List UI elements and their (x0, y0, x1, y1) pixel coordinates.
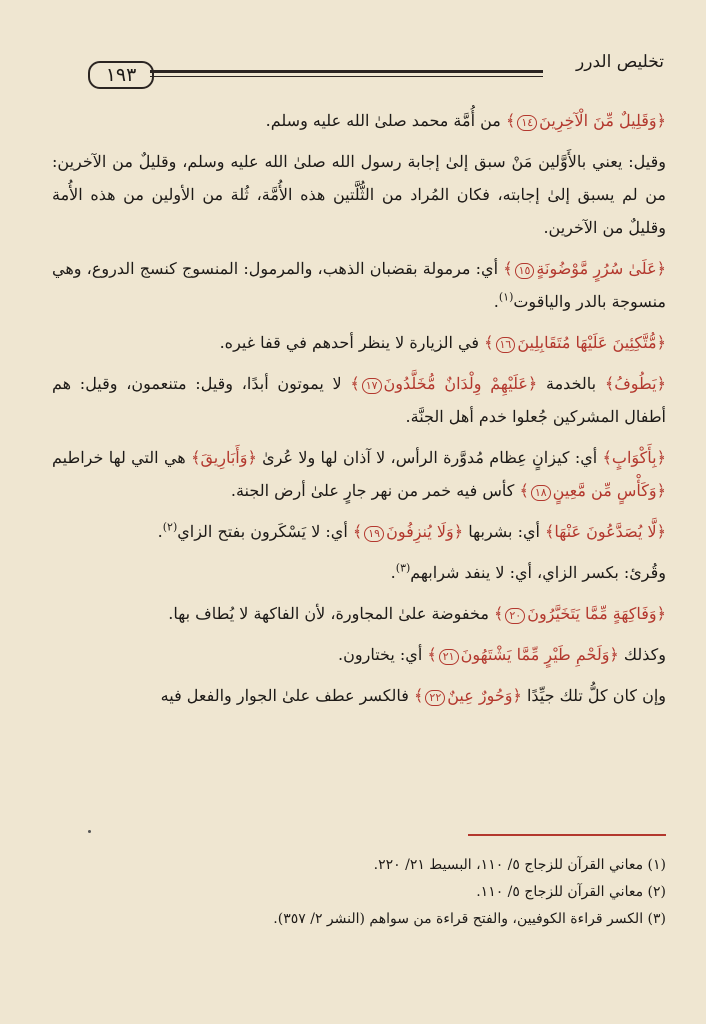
quran-verse-text: ﴾ (350, 374, 360, 393)
quran-verse-text: ﴿وَقَلِيلٌ مِّنَ الْآخِرِينَ (539, 111, 666, 130)
commentary-text: وقُرئ: بكسر الزاي، أي: لا ينفد شرابهم (410, 563, 666, 582)
paragraph (52, 597, 666, 630)
verse-number: ١٧ (362, 378, 382, 394)
footnote-1: (١) معاني القرآن للزجاج ٥/ ١١٠، البسيط ٢١/ ٢٢٠. (373, 857, 666, 873)
commentary-text: . (493, 292, 499, 311)
paragraph (52, 145, 666, 244)
paragraph (52, 326, 666, 359)
quran-verse-text: ﴿بِأَكْوَابٍ﴾ (602, 448, 666, 467)
quran-verse-text: ﴾ (414, 686, 424, 705)
commentary-text: أي: بشربها (463, 522, 546, 541)
commentary-text: من أُمَّة محمد صلىٰ الله عليه وسلم. (265, 111, 506, 130)
quran-verse-text: ﴿لَّا يُصَدَّعُونَ عَنْهَا﴾ (545, 522, 666, 541)
commentary-text: وكذلك (618, 645, 666, 664)
commentary-text: فالكسر عطف علىٰ الجوار والفعل فيه (160, 686, 415, 705)
verse-number: ١٦ (496, 337, 516, 353)
footnote-divider (468, 834, 666, 836)
commentary-text: أي: مرمولة بقضبان الذهب، والمرمول: المنسوج كنسج الدروع، وهي منسوجة بالدر والياقوت (52, 259, 666, 311)
quran-verse-text: ﴿وَأَبَارِيقَ﴾ (191, 448, 257, 467)
quran-verse-text: ﴿وَفَاكِهَةٍ مِّمَّا يَتَخَيَّرُونَ (527, 604, 666, 623)
commentary-text: . (157, 522, 163, 541)
verse-number: ١٤ (517, 115, 537, 131)
quran-verse-text: ﴿وَحُورٌ عِينٌ (447, 686, 522, 705)
paragraph (52, 515, 666, 548)
quran-verse-text: ﴿عَلَيْهِمْ وِلْدَانٌ مُّخَلَّدُونَ (383, 374, 538, 393)
running-header-title: تخليص الدرر (576, 52, 664, 72)
commentary-text: لا يموتون أبدًا، وقيل: متنعمون، وقيل: هم أطفال المشركين جُعلوا خدم أهل الجنَّة. (52, 374, 666, 426)
commentary-text: وإن كان كلُّ تلك جيِّدًا (521, 686, 666, 705)
footnote-2: (٢) معاني القرآن للزجاج ٥/ ١١٠. (476, 884, 666, 900)
paragraph (52, 441, 666, 507)
commentary-text: مخفوضة علىٰ المجاورة، لأن الفاكهة لا يُطاف بها. (168, 604, 494, 623)
quran-verse-text: ﴾ (493, 604, 504, 623)
quran-verse-text: ﴿عَلَىٰ سُرُرٍ مَّوْضُونَةٍ (536, 259, 667, 278)
quran-verse-text: ﴾ (484, 333, 494, 352)
main-text (52, 104, 666, 720)
quran-verse-text: ﴾ (427, 645, 437, 664)
paragraph (52, 679, 666, 712)
paragraph (52, 367, 666, 433)
verse-number: ٢٢ (425, 690, 445, 706)
verse-number: ١٨ (531, 485, 551, 501)
quran-verse-text: ﴿يَطُوفُ﴾ (604, 374, 667, 393)
stray-dot (88, 830, 91, 833)
quran-verse-text: ﴿وَلَا يُنزِفُونَ (386, 522, 464, 541)
quran-verse-text: ﴾ (503, 259, 513, 278)
verse-number: ١٥ (515, 263, 535, 279)
verse-number: ١٩ (364, 526, 384, 542)
commentary-text: . (390, 563, 396, 582)
commentary-text: أي: لا يَسْكَرون بفتح الزاي (177, 522, 353, 541)
footnote-ref: (١) (498, 290, 514, 304)
footnote-ref: (٢) (162, 520, 178, 534)
commentary-text: هي التي لها خراطيم (52, 448, 192, 467)
page-number: ١٩٣ (88, 61, 154, 89)
quran-verse-text: ﴾ (505, 111, 516, 130)
verse-number: ٢١ (439, 649, 459, 665)
quran-verse-text: ﴿وَكَأْسٍ مِّن مَّعِينٍ (552, 481, 666, 500)
quran-verse-text: ﴾ (519, 481, 529, 500)
footnote-ref: (٣) (395, 561, 411, 575)
commentary-text: أي: كيزانٍ عِظام مُدوَّرة الرأس، لا آذان لها ولا عُرىٰ (256, 448, 603, 467)
paragraph (52, 556, 666, 589)
commentary-text: أي: يختارون. (338, 645, 428, 664)
commentary-text: بالخدمة (537, 374, 605, 393)
quran-verse-text: ﴿مُّتَّكِئِينَ عَلَيْهَا مُتَقَابِلِينَ (517, 333, 666, 352)
commentary-text: في الزيارة لا ينظر أحدهم في قفا غيره. (219, 333, 485, 352)
quran-verse-text: ﴾ (352, 522, 363, 541)
header-rule (150, 70, 543, 73)
commentary-text: كأس فيه خمر من نهر جارٍ علىٰ أرض الجنة. (230, 481, 520, 500)
paragraph (52, 104, 666, 137)
verse-number: ٢٠ (505, 608, 525, 624)
paragraph (52, 638, 666, 671)
footnotes (226, 852, 666, 933)
quran-verse-text: ﴿وَلَحْمِ طَيْرٍ مِّمَّا يَشْتَهُونَ (460, 645, 619, 664)
paragraph (52, 252, 666, 318)
commentary-text: وقيل: يعني بالأَوَّلين مَنْ سبق إلىٰ إجابة رسول الله صلىٰ الله عليه وسلم، وقليلٌ من الآخرين: من لم يسبق إلىٰ إجابته، فكان المُراد من الثُّلَّتين هذه الأُمَّة، ثُلة من الأولين من هذه الأُمة وقليلٌ من الآخرين. (52, 152, 666, 237)
footnote-3: (٣) الكسر قراءة الكوفيين، والفتح قراءة من سواهم (النشر ٢/ ٣٥٧). (273, 911, 666, 927)
